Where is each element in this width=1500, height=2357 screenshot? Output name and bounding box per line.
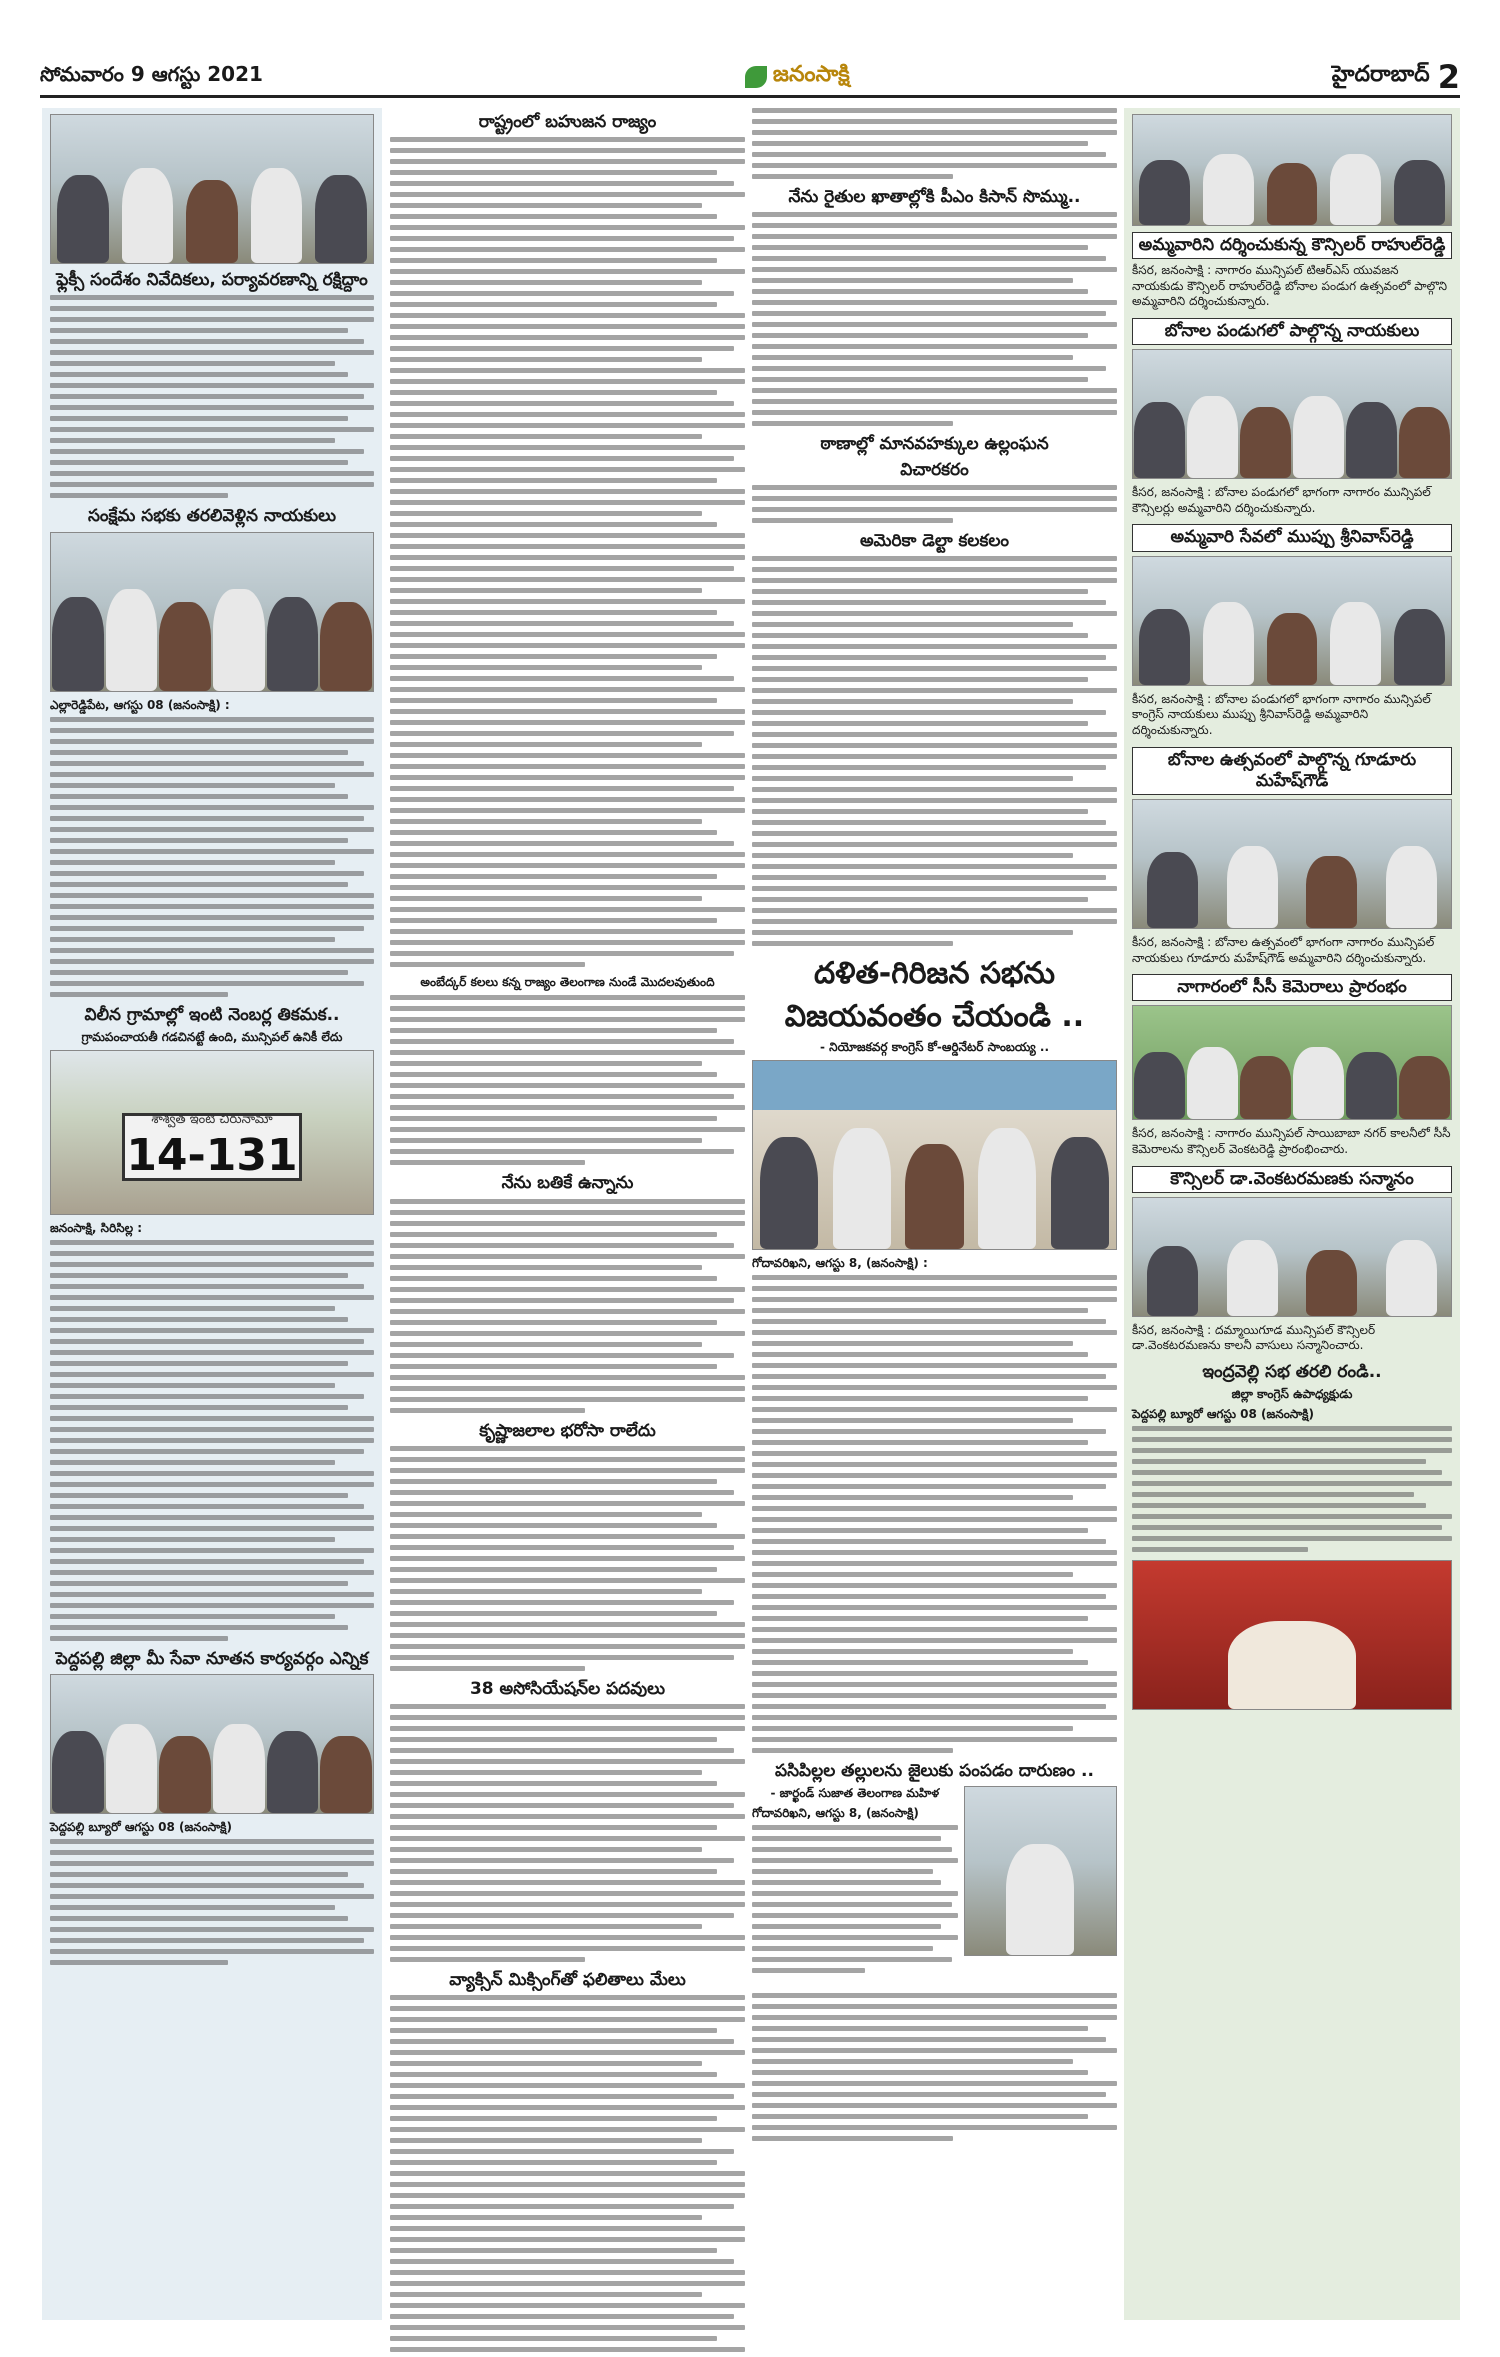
news-photo — [1132, 799, 1452, 929]
article-text — [390, 995, 745, 1165]
issue-date: సోమవారం 9 ఆగస్టు 2021 — [40, 62, 263, 86]
news-photo — [50, 114, 374, 264]
subheadline: అంబేద్కర్ కలలు కన్న రాజ్యం తెలంగాణ నుండే మొదలవుతుంది — [420, 975, 715, 990]
headline: విలీన గ్రామాల్లో ఇంటి నెంబర్ల తికమక.. — [84, 1004, 340, 1025]
newspaper-name: జనంసాక్షి — [772, 61, 850, 87]
column-1 — [42, 108, 382, 2320]
news-photo — [1132, 556, 1452, 686]
article-text — [390, 1446, 745, 1671]
board-caption: శాశ్వత ఇంటి చిరునామా — [151, 1112, 273, 1128]
house-number: 14-131 — [126, 1130, 298, 1182]
headline: బోనాల ఉత్సవంలో పాల్గొన్న గూడూరు మహేష్‌గౌడ్ — [1132, 747, 1452, 796]
headline: కృష్ణాజలాల భరోసా రాలేదు — [479, 1420, 656, 1441]
news-photo — [50, 532, 374, 692]
news-photo — [1132, 1197, 1452, 1317]
headline: నేను రైతుల ఖాతాల్లోకి పీఎం కిసాన్ సొమ్ము.. — [788, 187, 1081, 207]
headline: పెద్దపల్లి జిల్లా మీ సేవా నూతన కార్యవర్గం ఎన్నిక — [55, 1648, 369, 1669]
leaf-icon — [745, 66, 767, 88]
dateline: గోదావరిఖని, ఆగస్టు 8, (జనంసాక్షి) : — [752, 1256, 928, 1270]
speaker-photo — [1132, 1560, 1452, 1710]
column-2 — [390, 108, 745, 2357]
article-text — [752, 556, 1117, 946]
edition — [1332, 58, 1460, 96]
article-text — [50, 295, 374, 498]
headline: ఫ్లెక్సీ సందేశం నివేదికలు, పర్యావరణాన్ని రక్షిద్దాం — [56, 270, 368, 290]
headline: నేను బతికే ఉన్నాను — [501, 1173, 634, 1194]
headline: 38 అసోసియేషన్‌ల పదవులు — [469, 1678, 666, 1699]
headline: బోనాల పండుగలో పాల్గొన్న నాయకులు — [1132, 318, 1452, 345]
article-text — [50, 1839, 374, 1965]
headline: పసిపిల్లల తల్లులను జైలుకు పంపడం దారుణం .. — [775, 1761, 1094, 1781]
article-text — [390, 1704, 745, 1962]
headline: ఇంద్రవెల్లి సభ తరలి రండి.. — [1202, 1362, 1382, 1383]
photo-caption: కీసర, జనంసాక్షి : బోనాల ఉత్సవంలో భాగంగా నాగారం మున్సిపల్ నాయకులు గూడూరు మహేష్‌గౌడ్ అమ్మవారిని దర్శించుకున్నారు. — [1132, 935, 1435, 965]
article-text — [390, 137, 745, 967]
photo-caption: కీసర, జనంసాక్షి : బోనాల పండుగలో భాగంగా నాగారం మున్సిపల్ కౌన్సిలర్లు అమ్మవారిని దర్శించుకున్నారు. — [1132, 485, 1431, 515]
headline: నాగారంలో సీసీ కెమెరాలు ప్రారంభం — [1132, 974, 1452, 1001]
headline: వ్యాక్సిన్ మిక్సింగ్‌తో ఫలితాలు మేలు — [449, 1970, 686, 1990]
article-with-photo — [752, 1786, 1117, 1987]
article-text — [752, 212, 1117, 426]
headline-line-2: విజయవంతం చేయండి .. — [784, 999, 1085, 1034]
article-text — [1132, 1426, 1452, 1552]
dateline: గోదావరిఖని, ఆగస్టు 8, (జనంసాక్షి) — [752, 1806, 919, 1821]
news-photo — [1132, 1005, 1452, 1120]
article-text — [752, 108, 1117, 179]
house-number-board-photo — [50, 1050, 374, 1215]
photo-caption: కీసర, జనంసాక్షి : బోనాల పండుగలో భాగంగా నాగారం మున్సిపల్ కాంగ్రెస్ నాయకులు ముప్పు శ్రీనివాస్‌రెడ్డి అమ్మవారిని దర్శించుకున్నారు. — [1132, 691, 1431, 737]
column-3 — [752, 108, 1117, 2149]
article-text — [752, 1786, 958, 1979]
news-photo — [50, 1674, 374, 1814]
headline: సంక్షేమ సభకు తరలివెళ్లిన నాయకులు — [87, 506, 337, 527]
article-text — [752, 485, 1117, 523]
news-photo — [1132, 114, 1452, 226]
page-number: 2 — [1437, 57, 1460, 96]
photo-caption: కీసర, జనంసాక్షి : దమ్మాయిగూడ మున్సిపల్ కౌన్సిలర్ డా.వెంకటరమణను కాలనీ వాసులు సన్మానించారు. — [1132, 1322, 1376, 1353]
dateline: పెద్దపల్లి బ్యూరో ఆగస్టు 08 (జనంసాక్షి) — [50, 1820, 232, 1834]
speaker-photo — [964, 1786, 1117, 1956]
headline: కౌన్సిలర్ డా.వెంకటరమణకు సన్మానం — [1132, 1166, 1452, 1193]
photo-caption: కీసర, జనంసాక్షి : నాగారం మున్సిపల్ టిఆర్ఎస్ యువజన నాయకుడు కౌన్సిలర్ రాహుల్‌రెడ్డి బోనాల పండుగ ఉత్సవంలో పాల్గొని అమ్మవారిని దర్శించుకున్నారు. — [1132, 263, 1448, 309]
subheadline: - నియోజకవర్గ కాంగ్రెస్ కో-ఆర్డినేటర్ సాంబయ్య .. — [819, 1040, 1050, 1054]
headline: అమెరికా డెల్టా కలకలం — [859, 530, 1010, 551]
subheadline: జిల్లా కాంగ్రెస్ ఉపాధ్యక్షుడు — [1231, 1387, 1353, 1402]
article-text — [752, 1993, 1117, 2141]
headline: ఠాణాల్లో మానవహక్కుల ఉల్లంఘన — [820, 434, 1049, 455]
headline: దళిత-గిరిజన సభను — [814, 956, 1055, 991]
news-photo — [1132, 349, 1452, 479]
masthead — [40, 58, 1460, 98]
article-text — [50, 1240, 374, 1641]
edition-city: హైదరాబాద్ — [1331, 61, 1430, 87]
headline: రాష్ట్రంలో బహుజన రాజ్యం — [478, 112, 657, 132]
article-text — [390, 1199, 745, 1413]
photo-caption: కీసర, జనంసాక్షి : నాగారం మున్సిపల్ సాయిబాబా నగర్ కాలనీలో సీసీ కెమెరాలను కౌన్సిలర్ వెంకటరెడ్డి ప్రారంభించారు. — [1132, 1126, 1451, 1157]
newspaper-logo — [745, 62, 850, 92]
dateline: జనంసాక్షి, సిరిసిల్ల : — [50, 1220, 143, 1235]
dateline: పెద్దపల్లి బ్యూరో ఆగస్టు 08 (జనంసాక్షి) — [1132, 1407, 1314, 1422]
headline: అమ్మవారిని దర్శించుకున్న కౌన్సిలర్ రాహుల్‌రెడ్డి — [1132, 232, 1452, 259]
subheadline: - జార్ఖండ్ సుజాత తెలంగాణ మహిళ — [770, 1786, 940, 1801]
article-text — [752, 1275, 1117, 1753]
subheadline: గ్రామపంచాయతీ గడచినట్టే ఉంది, మున్సిపల్ ఉనికీ లేదు — [81, 1029, 343, 1044]
article-text — [50, 717, 374, 997]
article-text — [390, 1995, 745, 2357]
dateline: ఎల్లారెడ్డిపేట, ఆగస్టు 08 (జనంసాక్షి) : — [50, 697, 230, 712]
press-meet-photo — [752, 1060, 1117, 1250]
headline: అమ్మవారి సేవలో ముప్పు శ్రీనివాస్‌రెడ్డి — [1132, 524, 1452, 551]
headline-line-2: విచారకరం — [900, 459, 969, 480]
column-4 — [1124, 108, 1460, 2320]
